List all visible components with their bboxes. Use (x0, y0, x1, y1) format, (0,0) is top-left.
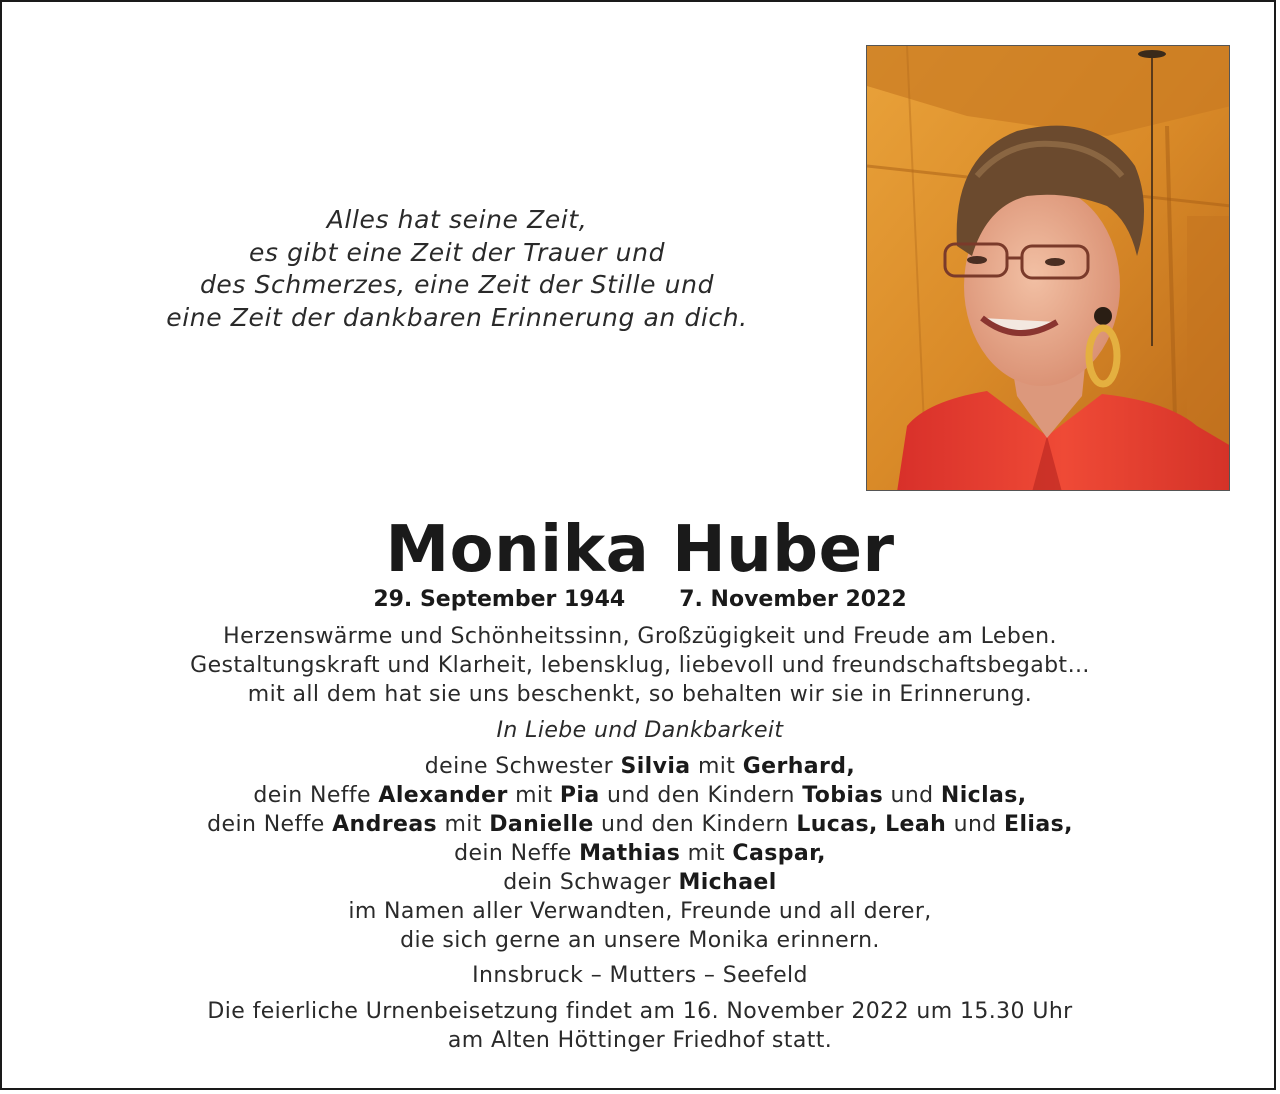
relative-name: Silvia (620, 754, 691, 779)
quote-line: Alles hat seine Zeit, (326, 205, 588, 234)
birth-date: 29. September 1944 (373, 587, 626, 612)
quote-line: es gibt eine Zeit der Trauer und (248, 237, 666, 267)
relative-name: Michael (678, 870, 777, 895)
dedication: In Liebe und Dankbarkeit (496, 718, 784, 743)
family-line: die sich gerne an unsere Monika erinnern. (400, 928, 880, 953)
funeral-notice (2, 997, 1278, 1055)
family-line: dein Neffe Andreas mit Danielle und den Kindern Lucas, Leah und Elias, (207, 812, 1073, 837)
relative-name: Niclas, (940, 783, 1027, 808)
family-line: dein Neffe Alexander mit Pia und den Kindern Tobias und Niclas, (253, 783, 1027, 808)
relative-name: Alexander (378, 783, 508, 808)
family-line: deine Schwester Silvia mit Gerhard, (424, 754, 856, 779)
deceased-name: Monika Huber (385, 513, 895, 587)
portrait-photo (866, 45, 1230, 491)
life-dates (2, 586, 1278, 614)
funeral-line: Die feierliche Urnenbeisetzung findet am 16. November 2022 um 15.30 Uhr (207, 999, 1073, 1024)
relative-name: Elias, (1004, 812, 1073, 837)
quote-line: eine Zeit der dankbaren Erinnerung an dich. (166, 302, 748, 332)
relative-name: Mathias (579, 841, 681, 866)
relative-name: Gerhard, (742, 754, 856, 779)
family-line: dein Schwager Michael (503, 870, 777, 895)
death-date: 7. November 2022 (679, 587, 907, 612)
relative-name: Tobias (802, 783, 884, 808)
tribute-text (2, 622, 1278, 709)
memorial-quote (102, 204, 812, 334)
relative-name: Caspar, (732, 841, 826, 866)
relative-name: Lucas, (796, 812, 878, 837)
family-list (2, 752, 1278, 955)
family-line: dein Neffe Mathias mit Caspar, (454, 841, 826, 866)
family-line: im Namen aller Verwandten, Freunde und all derer, (348, 899, 932, 924)
tribute-line: Herzenswärme und Schönheitssinn, Großzügigkeit und Freude am Leben. (223, 624, 1057, 649)
tribute-line: Gestaltungskraft und Klarheit, lebensklug, liebevoll und freundschaftsbegabt… (190, 653, 1090, 678)
relative-name: Leah (885, 812, 947, 837)
relative-name: Danielle (489, 812, 594, 837)
quote-line: des Schmerzes, eine Zeit der Stille und (199, 270, 715, 299)
relative-name: Pia (559, 783, 600, 808)
places: Innsbruck – Mutters – Seefeld (472, 963, 808, 988)
tribute-line: mit all dem hat sie uns beschenkt, so behalten wir sie in Erinnerung. (247, 682, 1033, 707)
funeral-line: am Alten Höttinger Friedhof statt. (447, 1028, 833, 1053)
relative-name: Andreas (332, 812, 438, 837)
